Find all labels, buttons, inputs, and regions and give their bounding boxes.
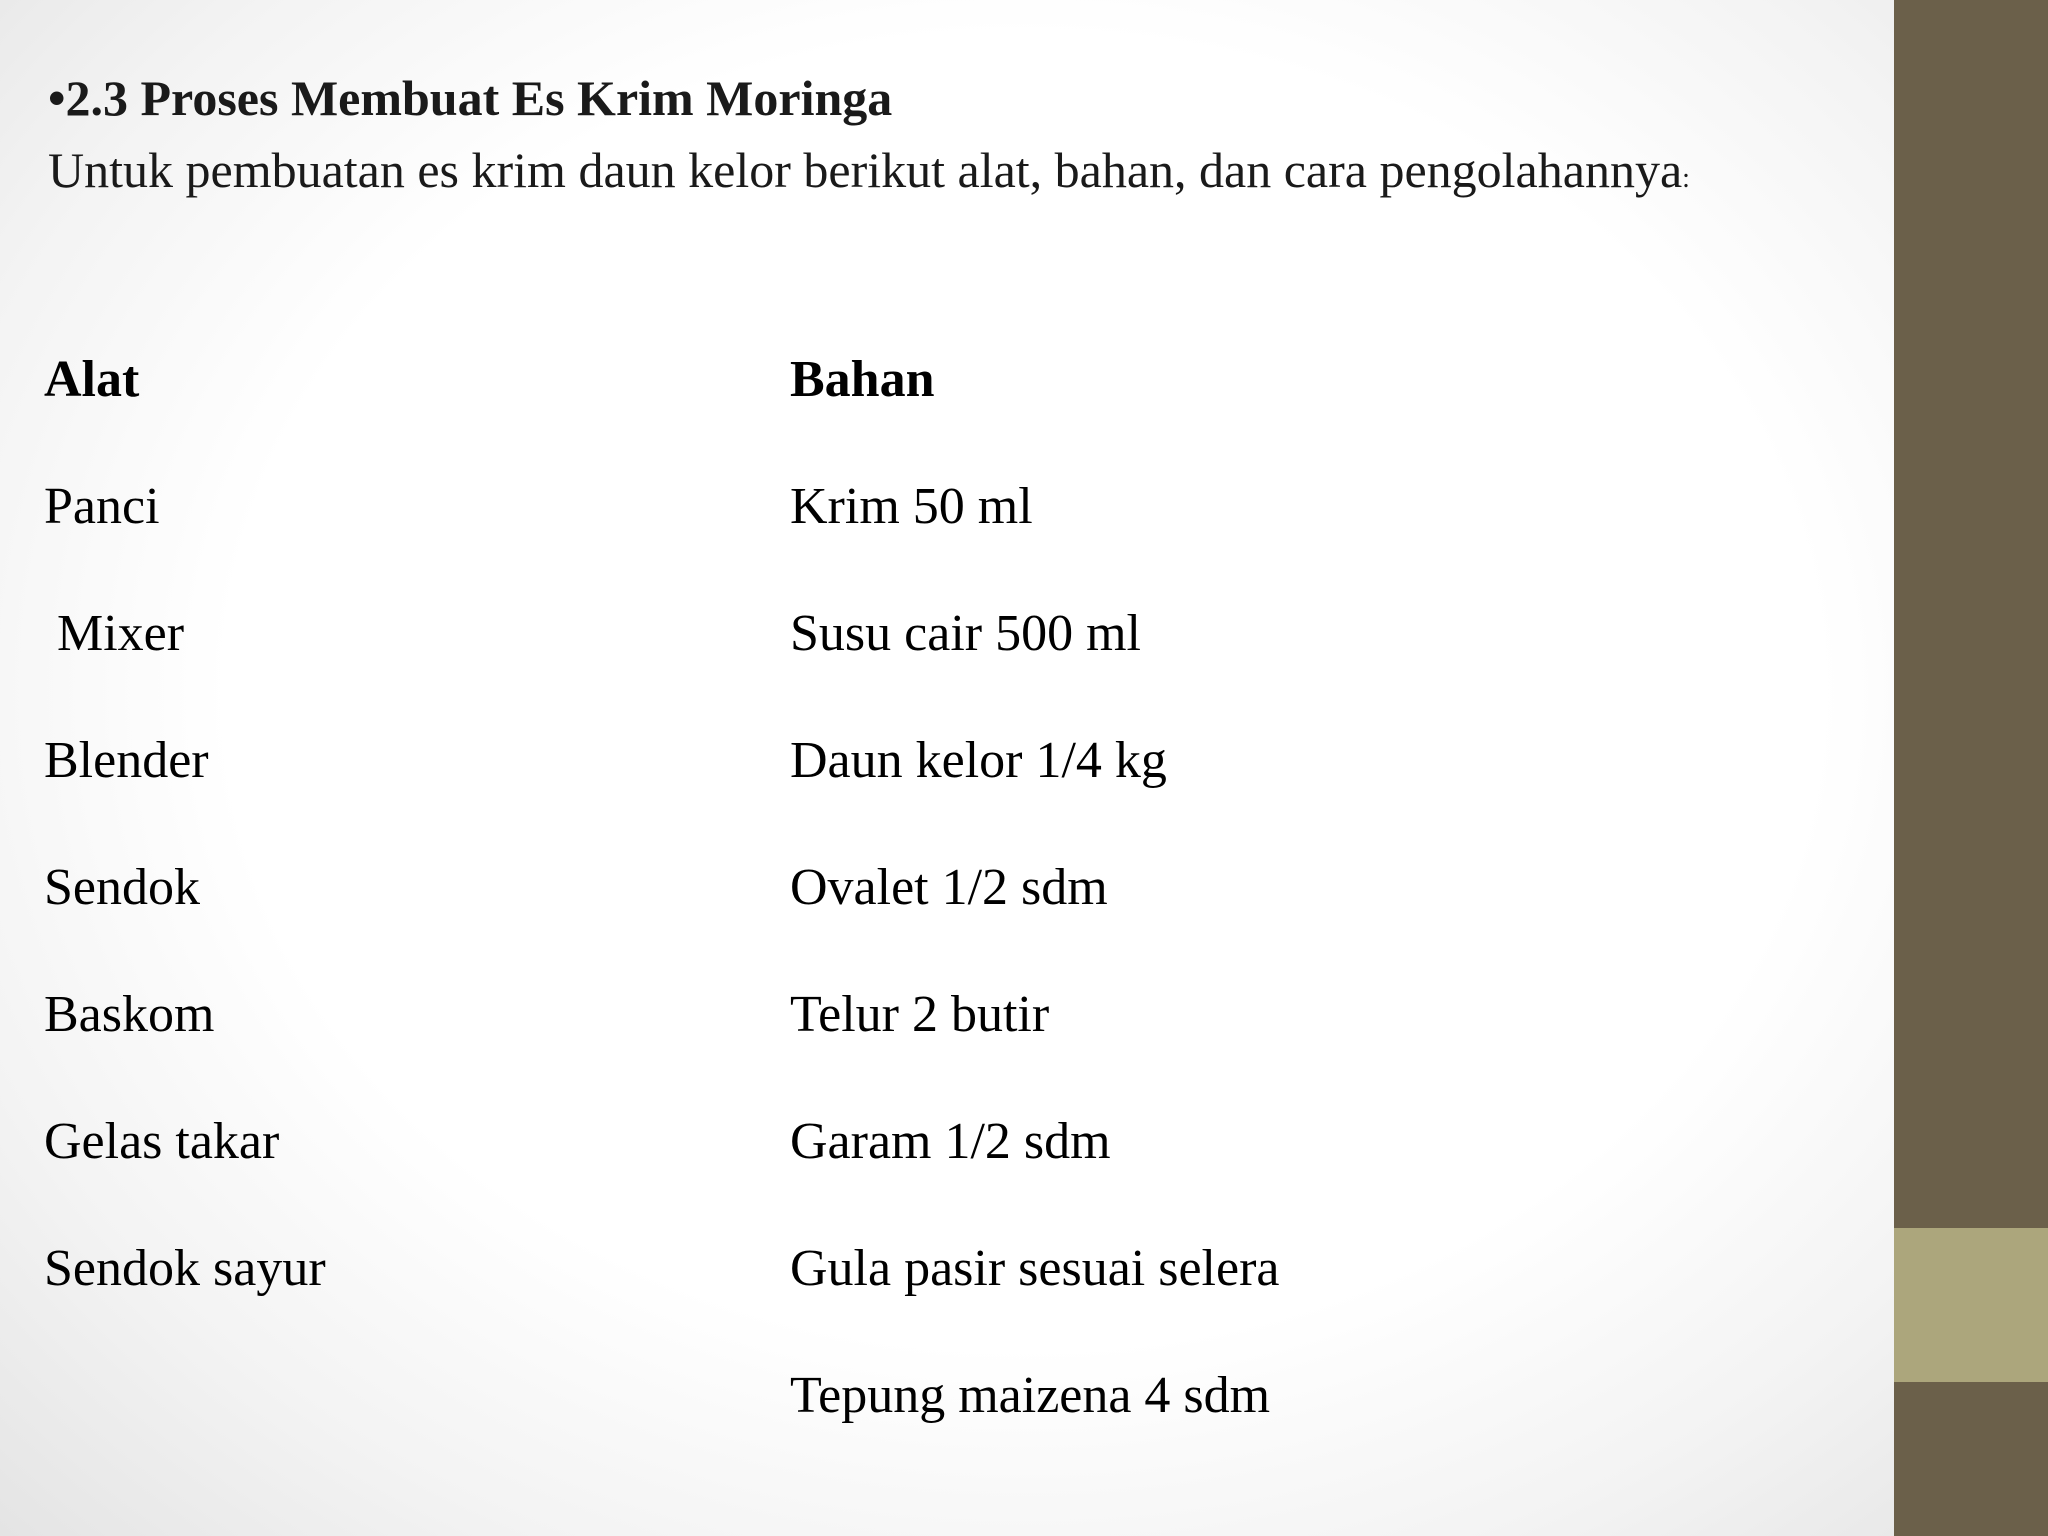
bahan-item: Garam 1/2 sdm: [790, 1113, 1111, 1170]
alat-item: Blender: [44, 732, 209, 789]
bahan-item: Gula pasir sesuai selera: [790, 1240, 1280, 1297]
bahan-item: Telur 2 butir: [790, 986, 1050, 1043]
bahan-item: Susu cair 500 ml: [790, 605, 1141, 662]
bahan-item: Daun kelor 1/4 kg: [790, 732, 1167, 789]
alat-item: Mixer: [44, 605, 185, 662]
side-decoration-accent: [1894, 1228, 2048, 1382]
slide-heading: •2.3 Proses Membuat Es Krim Moringa: [48, 70, 893, 126]
bahan-item: Krim 50 ml: [790, 478, 1033, 535]
bahan-column: [790, 340, 1790, 1483]
alat-item: Sendok: [44, 859, 200, 916]
alat-item: Baskom: [44, 986, 215, 1043]
alat-item: Sendok sayur: [44, 1240, 326, 1297]
intro-colon: :: [1682, 163, 1690, 194]
alat-header: Alat: [44, 351, 140, 408]
alat-item: Panci: [44, 478, 160, 535]
bahan-item: Ovalet 1/2 sdm: [790, 859, 1108, 916]
bahan-item: Tepung maizena 4 sdm: [790, 1367, 1271, 1424]
intro-paragraph: [48, 136, 1856, 213]
intro-text: Untuk pembuatan es krim daun kelor berikut alat, bahan, dan cara pengolahannya: [48, 142, 1683, 198]
alat-column: [44, 340, 744, 1356]
alat-item: Gelas takar: [44, 1113, 280, 1170]
bahan-header: Bahan: [790, 351, 935, 408]
